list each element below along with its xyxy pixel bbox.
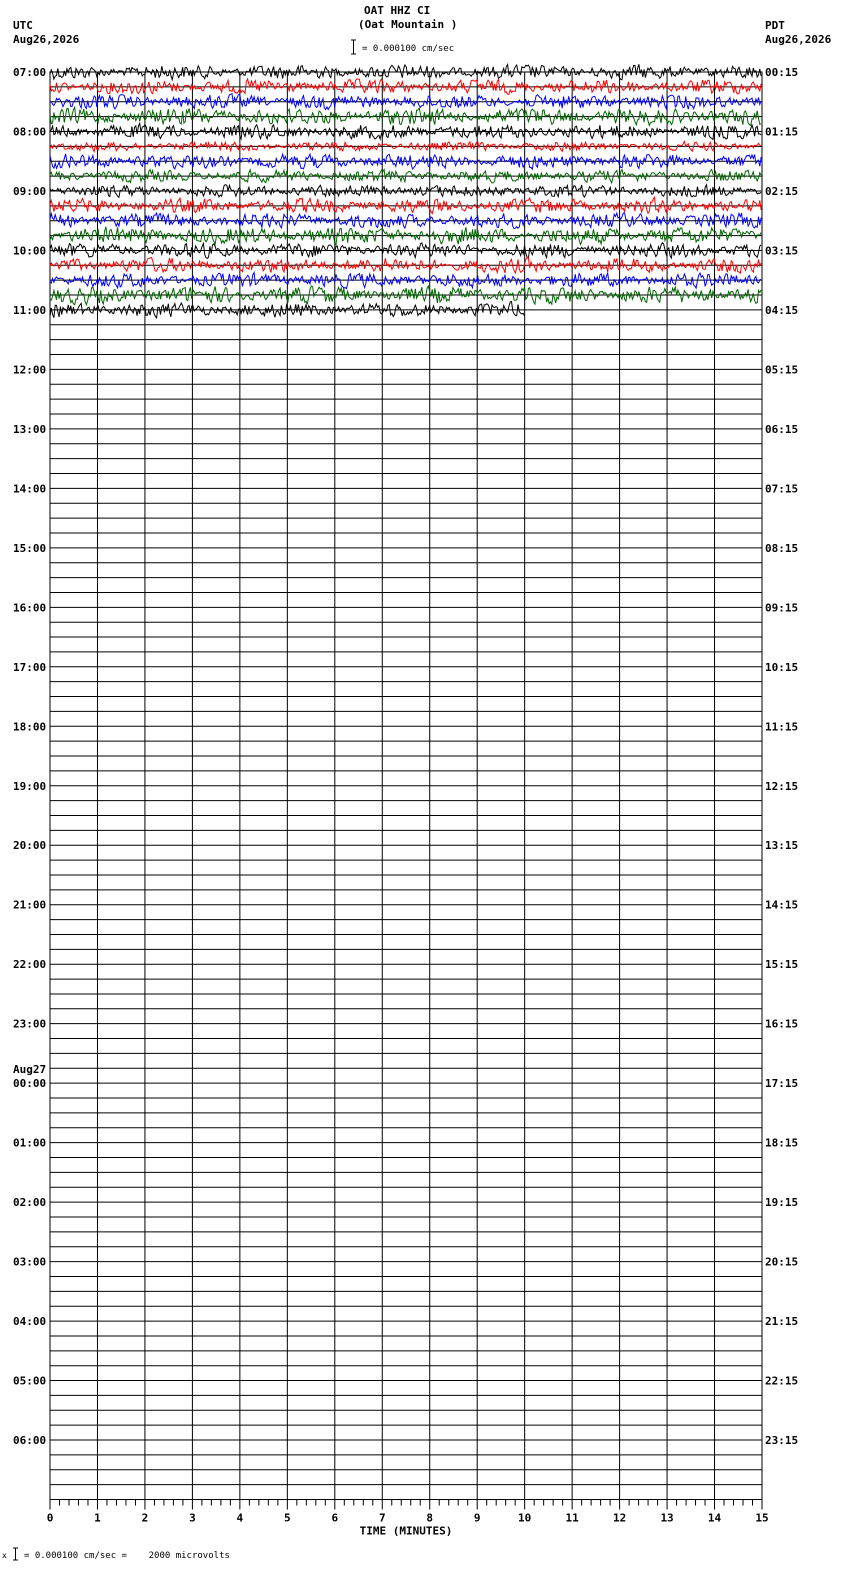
left-time-label: 01:00 <box>13 1136 47 1150</box>
left-time-label: 21:00 <box>13 898 47 912</box>
left-time-label: 11:00 <box>13 303 47 317</box>
right-time-label: 23:15 <box>765 1434 799 1448</box>
x-tick-label: 8 <box>426 1511 434 1525</box>
footer-scale-prefix: x <box>2 1551 7 1560</box>
left-time-label: 15:00 <box>13 541 47 555</box>
header-scale-text: = 0.000100 cm/sec <box>362 44 455 54</box>
left-time-label: 06:00 <box>13 1434 47 1448</box>
x-tick-label: 6 <box>331 1511 339 1525</box>
x-tick-label: 0 <box>46 1511 54 1525</box>
left-time-label: 16:00 <box>13 601 47 615</box>
left-timezone-label: UTC <box>13 19 33 32</box>
x-tick-label: 2 <box>141 1511 149 1525</box>
left-time-label: 08:00 <box>13 125 47 139</box>
right-time-label: 13:15 <box>765 839 799 853</box>
left-time-label: 10:00 <box>13 244 47 258</box>
right-time-label: 19:15 <box>765 1196 799 1210</box>
right-time-label: 15:15 <box>765 958 799 972</box>
right-time-label: 14:15 <box>765 898 799 912</box>
right-time-label: 09:15 <box>765 601 799 615</box>
x-tick-label: 14 <box>707 1511 722 1525</box>
left-time-label: 12:00 <box>13 363 47 377</box>
x-tick-label: 12 <box>612 1511 627 1525</box>
right-time-label: 17:15 <box>765 1077 799 1091</box>
left-time-label: 03:00 <box>13 1255 47 1269</box>
right-time-label: 07:15 <box>765 482 799 496</box>
x-tick-label: 9 <box>473 1511 481 1525</box>
right-time-label: 08:15 <box>765 541 799 555</box>
left-time-label: 18:00 <box>13 720 47 734</box>
x-tick-label: 4 <box>236 1511 244 1525</box>
footer-scale-bar-icon <box>13 1546 18 1560</box>
x-tick-label: 7 <box>378 1511 386 1525</box>
right-time-label: 00:15 <box>765 66 799 79</box>
footer-scale-text: = 0.000100 cm/sec = 2000 microvolts <box>24 1551 230 1561</box>
date-change-label: Aug27 <box>13 1063 47 1077</box>
right-time-label: 03:15 <box>765 244 799 258</box>
x-tick-label: 13 <box>660 1511 674 1525</box>
left-time-label: 00:00 <box>13 1077 47 1091</box>
right-time-label: 12:15 <box>765 779 799 793</box>
left-time-label: 23:00 <box>13 1017 47 1031</box>
right-time-label: 22:15 <box>765 1374 799 1388</box>
right-time-label: 06:15 <box>765 422 799 436</box>
x-tick-label: 5 <box>284 1511 291 1525</box>
left-time-label: 20:00 <box>13 839 47 853</box>
x-tick-label: 11 <box>565 1511 579 1525</box>
left-time-label: 22:00 <box>13 958 47 972</box>
right-time-label: 21:15 <box>765 1315 799 1329</box>
header-station-title: OAT HHZ CI <box>364 4 431 17</box>
right-time-label: 05:15 <box>765 363 799 377</box>
x-tick-label: 15 <box>755 1511 769 1525</box>
right-time-label: 16:15 <box>765 1017 799 1031</box>
left-time-label: 02:00 <box>13 1196 47 1210</box>
right-time-label: 11:15 <box>765 720 799 734</box>
left-time-label: 05:00 <box>13 1374 47 1388</box>
left-time-label: 19:00 <box>13 779 47 793</box>
right-time-label: 04:15 <box>765 303 799 317</box>
right-timezone-label: PDT <box>765 19 785 32</box>
right-time-label: 20:15 <box>765 1255 799 1269</box>
x-tick-label: 1 <box>94 1511 101 1525</box>
right-time-label: 10:15 <box>765 660 799 674</box>
left-time-label: 07:00 <box>13 66 47 79</box>
right-time-label: 02:15 <box>765 184 799 198</box>
right-time-label: 01:15 <box>765 125 799 139</box>
left-time-label: 09:00 <box>13 184 47 198</box>
left-time-label: 13:00 <box>13 422 47 436</box>
left-time-label: 17:00 <box>13 660 47 674</box>
left-time-label: 14:00 <box>13 482 47 496</box>
x-tick-label: 3 <box>189 1511 196 1525</box>
left-time-label: 04:00 <box>13 1315 47 1329</box>
x-tick-label: 10 <box>518 1511 532 1525</box>
right-date-label: Aug26,2026 <box>765 33 832 46</box>
header-location-subtitle: (Oat Mountain ) <box>358 18 458 31</box>
right-time-label: 18:15 <box>765 1136 799 1150</box>
left-date-label: Aug26,2026 <box>13 33 80 46</box>
x-axis-label: TIME (MINUTES) <box>359 1524 453 1538</box>
